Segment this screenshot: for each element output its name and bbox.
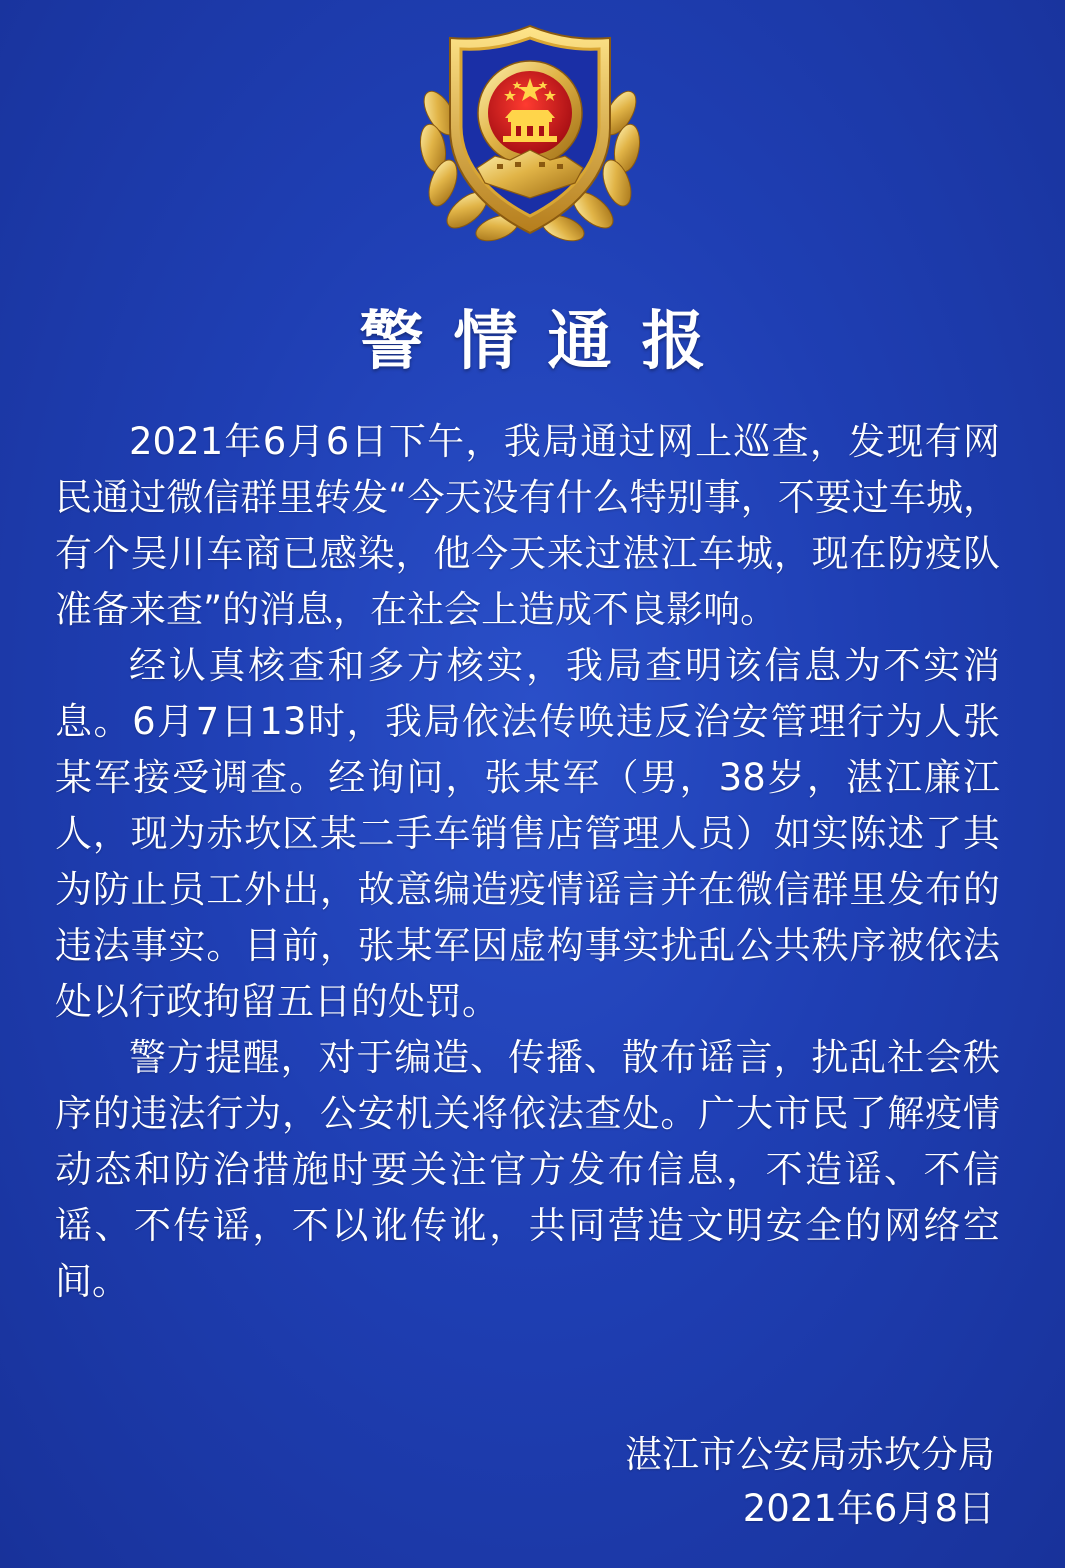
page-title: 警情通报 [359, 305, 736, 379]
notice-body [55, 414, 1000, 1310]
paragraph-3: 警方提醒，对于编造、传播、散布谣言，扰乱社会秩序的违法行为，公安机关将依法查处。广大市民了解疫情动态和防治措施时要关注官方发布信息，不造谣、不信谣、不传谣，不以讹传讹，共同营造文明安全的网络空间。 [55, 1036, 1000, 1303]
issuer-name: 湛江市公安局赤坎分局 [625, 1433, 995, 1476]
police-badge-icon [405, 18, 655, 253]
issue-date: 2021年6月8日 [742, 1487, 995, 1530]
paragraph-2: 经认真核查和多方核实，我局查明该信息为不实消息。6月7日13时，我局依法传唤违反治安管理行为人张某军接受调查。经询问，张某军（男，38岁，湛江廉江人，现为赤坎区某二手车销售店管理人员）如实陈述了其为防止员工外出，故意编造疫情谣言并在微信群里发布的违法事实。目前，张某军因虚构事实扰乱公共秩序被依法处以行政拘留五日的处罚。 [55, 644, 1000, 1023]
signature-block [625, 1428, 995, 1536]
paragraph-1: 2021年6月6日下午，我局通过网上巡查，发现有网民通过微信群里转发“今天没有什么特别事，不要过车城，有个吴川车商已感染，他今天来过湛江车城，现在防疫队准备来查”的消息，在社会上造成不良影响。 [55, 420, 1000, 631]
